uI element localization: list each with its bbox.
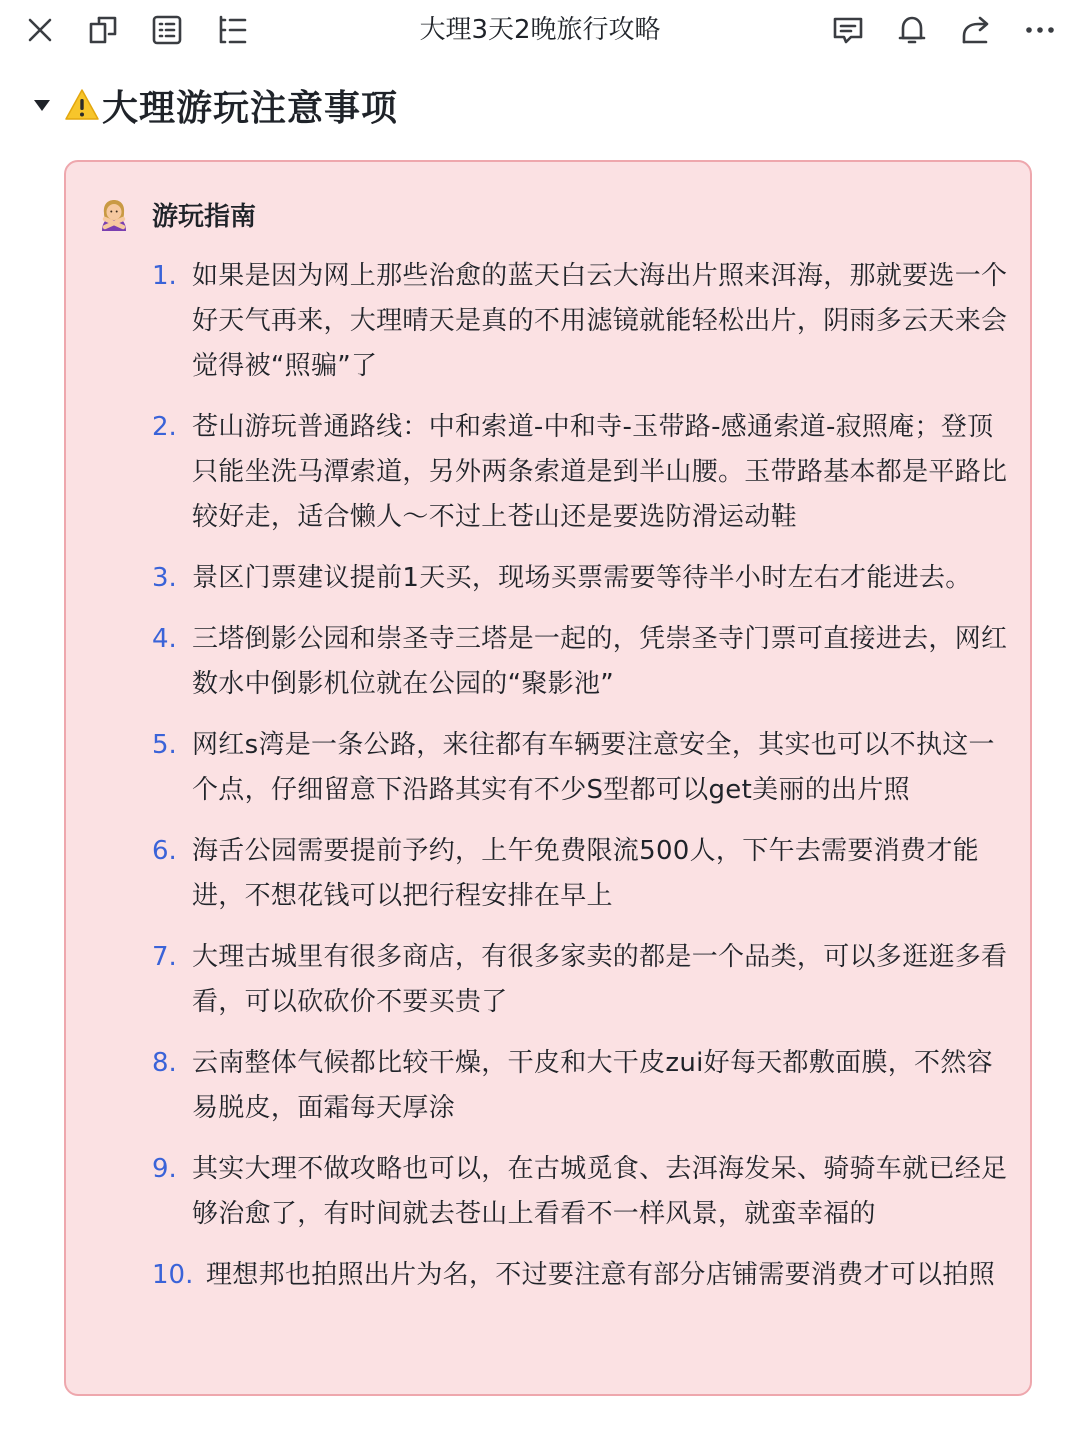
list-item bbox=[152, 829, 1012, 919]
document-title: 大理3天2晚旅行攻略 bbox=[419, 15, 661, 45]
bell-icon[interactable] bbox=[892, 10, 932, 50]
list-number: 8. bbox=[152, 1048, 177, 1078]
callout-header bbox=[96, 196, 256, 233]
woman-gesturing-no-icon bbox=[96, 197, 132, 233]
list-number: 7. bbox=[152, 942, 177, 972]
list-item bbox=[152, 1041, 1012, 1131]
comment-icon[interactable] bbox=[828, 10, 868, 50]
list-number: 5. bbox=[152, 730, 177, 760]
list-item-text: 海舌公园需要提前予约，上午免费限流500人，下午去需要消费才能进，不想花钱可以把行程安排在早上 bbox=[192, 836, 979, 911]
list-number: 6. bbox=[152, 836, 177, 866]
list-item bbox=[152, 1147, 1012, 1237]
list-item-text: 景区门票建议提前1天买，现场买票需要等待半小时左右才能进去。 bbox=[192, 563, 972, 593]
list-tree-icon[interactable] bbox=[212, 10, 252, 50]
section-heading-text: 大理游玩注意事项 bbox=[102, 87, 399, 129]
list-item bbox=[152, 1253, 1012, 1298]
list-item bbox=[152, 723, 1012, 813]
list-number: 9. bbox=[152, 1154, 177, 1184]
list-item bbox=[152, 617, 1012, 707]
list-item-text: 云南整体气候都比较干燥，干皮和大干皮zui好每天都敷面膜，不然容易脱皮，面霜每天厚涂 bbox=[192, 1048, 993, 1123]
warning-icon bbox=[64, 88, 100, 122]
more-icon[interactable] bbox=[1020, 10, 1060, 50]
list-item-text: 苍山游玩普通路线：中和索道-中和寺-玉带路-感通索道-寂照庵；登顶只能坐洗马潭索道，另外两条索道是到半山腰。玉带路基本都是平路比较好走，适合懒人～不过上苍山还是要选防滑运动鞋 bbox=[192, 412, 1008, 532]
list-item bbox=[152, 556, 1012, 601]
list-item-text: 三塔倒影公园和崇圣寺三塔是一起的，凭崇圣寺门票可直接进去，网红数水中倒影机位就在公园的“聚影池” bbox=[192, 624, 1008, 699]
list-item-text: 大理古城里有很多商店，有很多家卖的都是一个品类，可以多逛逛多看看，可以砍砍价不要买贵了 bbox=[192, 942, 1008, 1017]
list-item-text: 其实大理不做攻略也可以，在古城觅食、去洱海发呆、骑骑车就已经足够治愈了，有时间就去苍山上看看不一样风景，就蛮幸福的 bbox=[192, 1154, 1008, 1229]
close-icon[interactable] bbox=[20, 10, 60, 50]
list-number: 3. bbox=[152, 563, 177, 593]
collapse-caret-icon[interactable] bbox=[34, 100, 50, 111]
list-number: 4. bbox=[152, 624, 177, 654]
list-number: 1. bbox=[152, 261, 177, 291]
list-item-text: 网红s湾是一条公路，来往都有车辆要注意安全，其实也可以不执这一个点，仔细留意下沿路其实有不少S型都可以get美丽的出片照 bbox=[192, 730, 995, 805]
window-icon[interactable] bbox=[83, 10, 123, 50]
list-item bbox=[152, 405, 1012, 540]
list-item-text: 如果是因为网上那些治愈的蓝天白云大海出片照来洱海，那就要选一个好天气再来，大理晴天是真的不用滤镜就能轻松出片，阴雨多云天来会觉得被“照骗”了 bbox=[192, 261, 1008, 381]
list-item bbox=[152, 935, 1012, 1025]
callout-title: 游玩指南 bbox=[152, 202, 257, 232]
tips-list bbox=[152, 254, 1012, 1314]
list-item bbox=[152, 254, 1012, 389]
outline-icon[interactable] bbox=[147, 10, 187, 50]
section-heading[interactable] bbox=[34, 80, 398, 130]
list-number: 2. bbox=[152, 412, 177, 442]
callout-block bbox=[64, 160, 1032, 1396]
list-item-text: 理想邦也拍照出片为名，不过要注意有部分店铺需要消费才可以拍照 bbox=[206, 1260, 996, 1290]
list-number: 10. bbox=[152, 1260, 194, 1290]
share-icon[interactable] bbox=[956, 10, 996, 50]
top-toolbar bbox=[0, 0, 1080, 62]
